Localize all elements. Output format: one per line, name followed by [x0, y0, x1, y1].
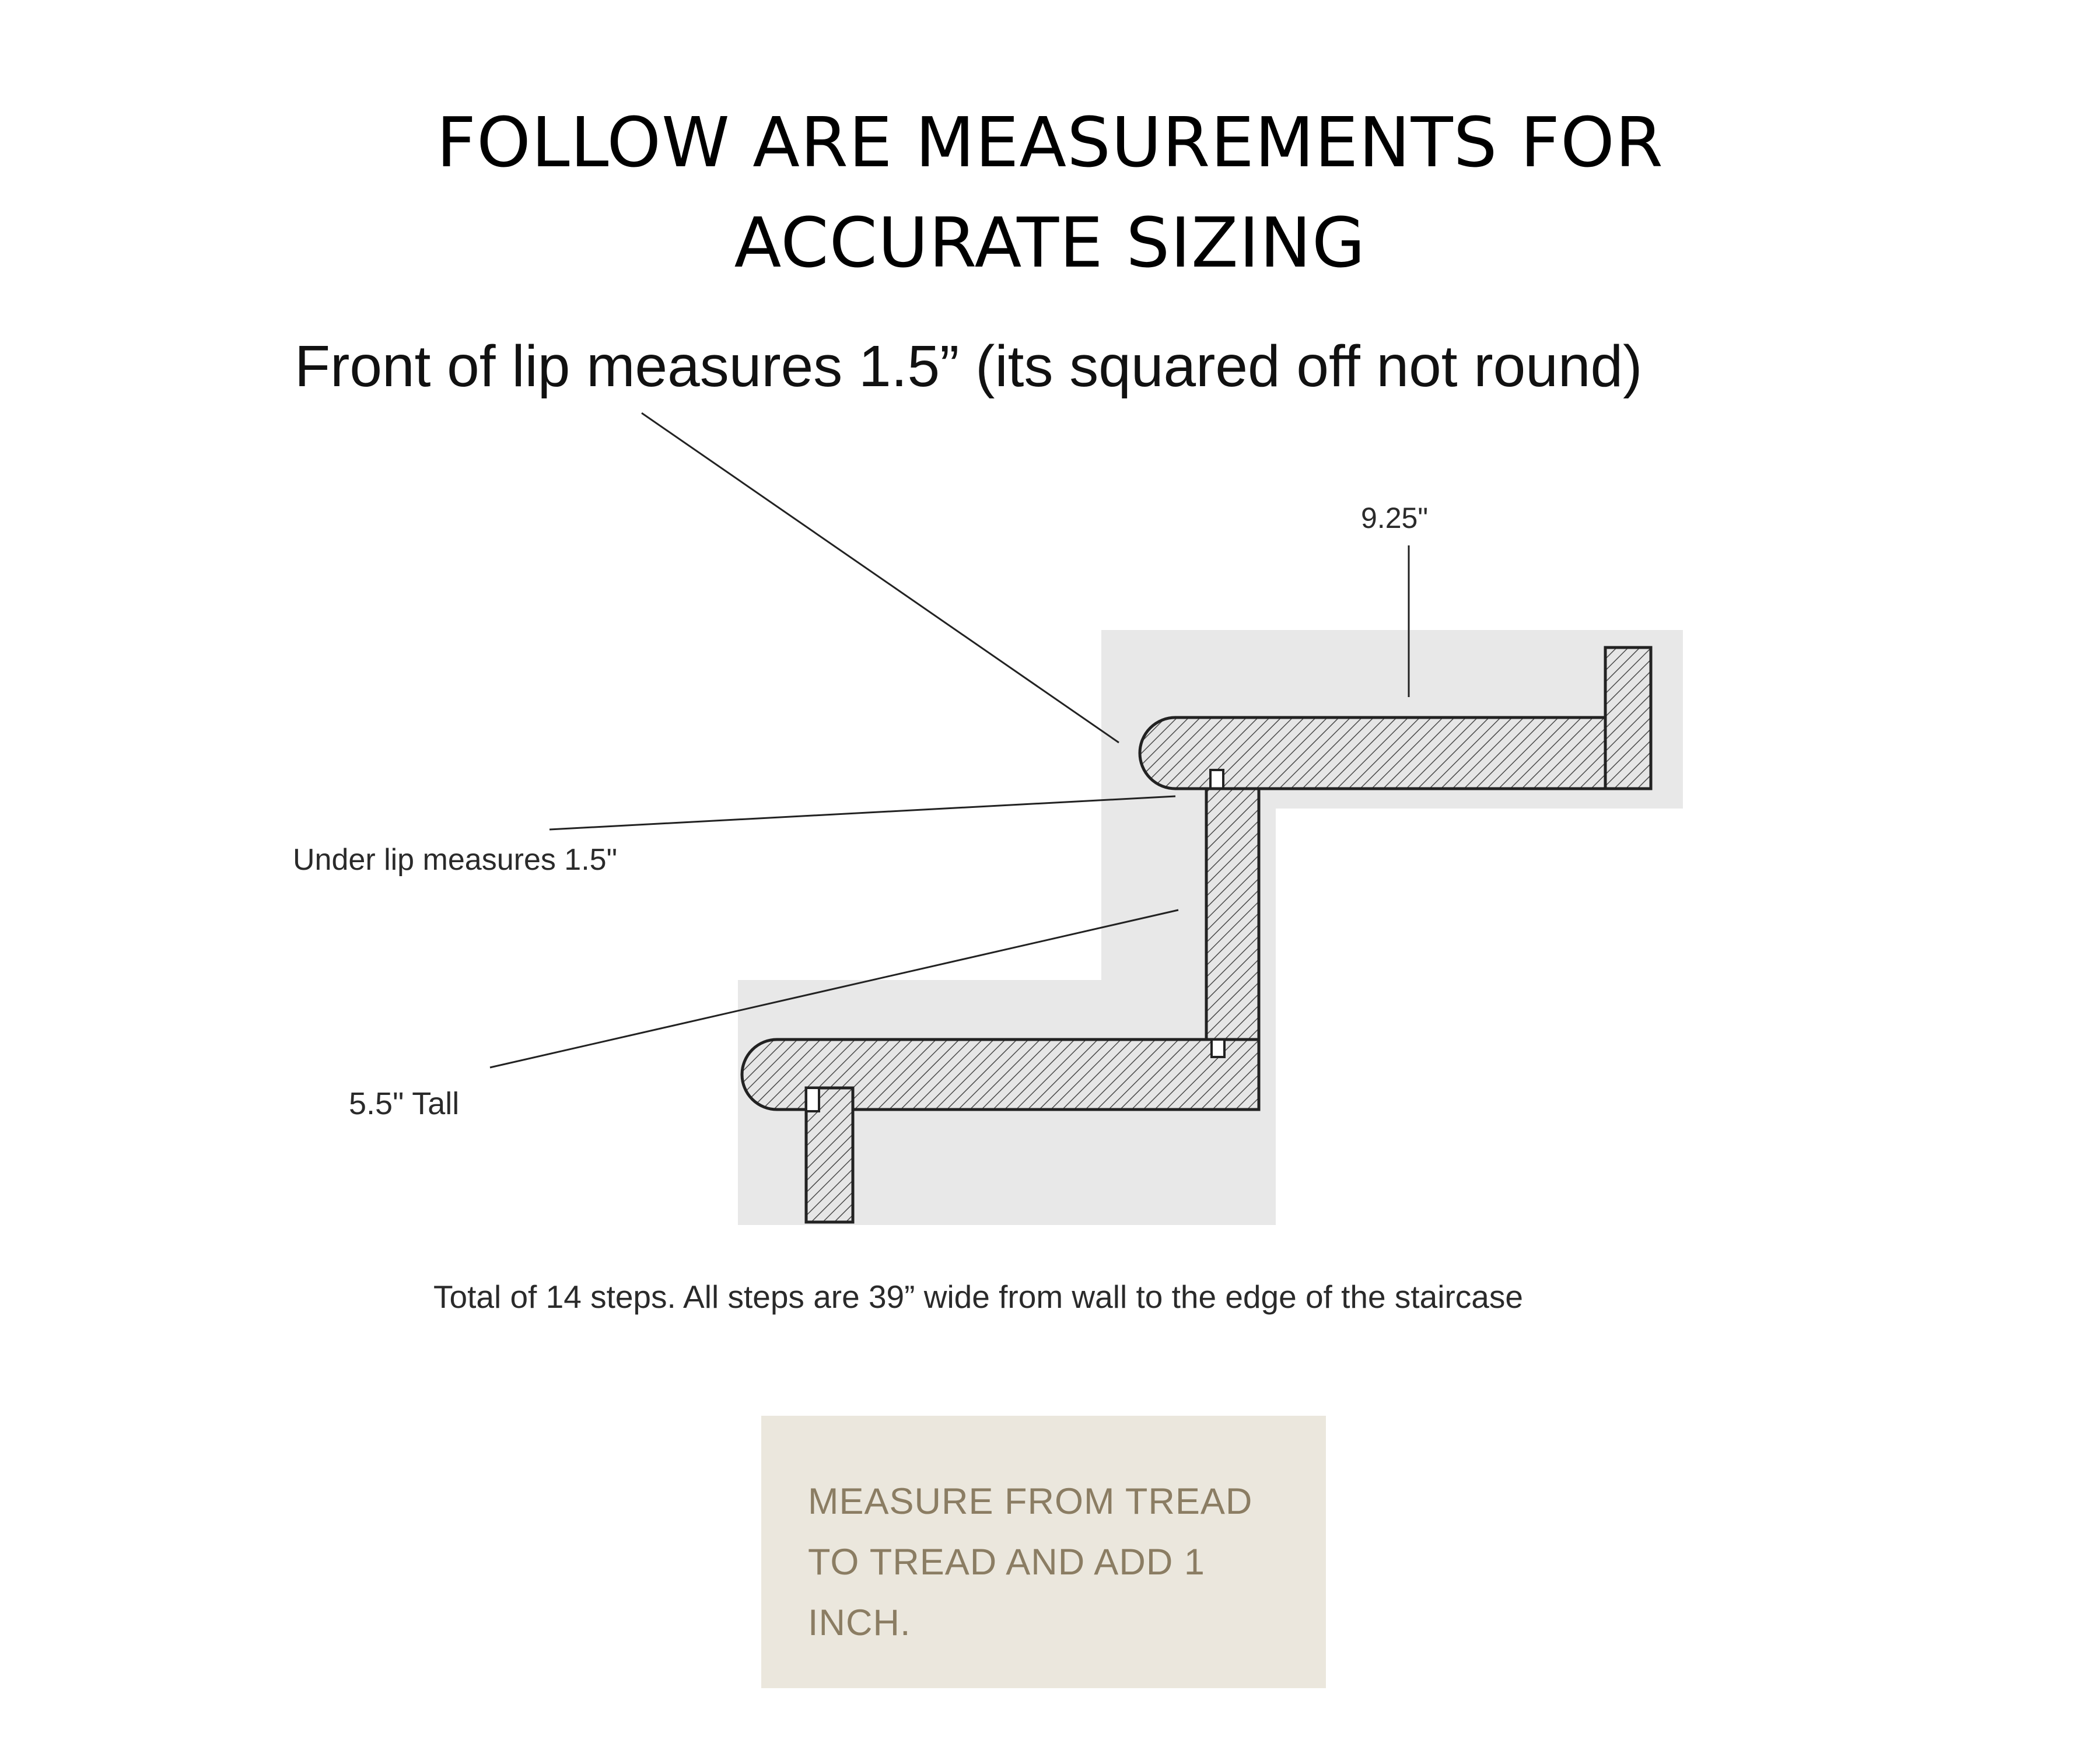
page-title-line-2: ACCURATE SIZING: [734, 202, 1366, 283]
under-lip-leader: [550, 796, 1175, 830]
total-steps-callout: Total of 14 steps. All steps are 39” wide from wall to the edge of the staircase: [433, 1279, 1523, 1315]
measurement-note-text: MEASURE FROM TREAD TO TREAD AND ADD 1 INCH.: [808, 1481, 1253, 1643]
under-lip-callout: Under lip measures 1.5": [293, 843, 618, 877]
front-lip-leader: [642, 413, 1119, 743]
front-lip-callout: Front of lip measures 1.5” (its squared off not round): [295, 334, 1643, 399]
upper-tread-notch: [1210, 770, 1223, 789]
measurement-note-box: [761, 1416, 1326, 1688]
riser-height-callout: 5.5" Tall: [349, 1086, 460, 1121]
upper-back-riser: [1605, 648, 1651, 789]
page-title-line-1: FOLLOW ARE MEASUREMENTS FOR: [436, 102, 1664, 183]
lower-riser-notch: [806, 1088, 819, 1111]
lower-tread-notch: [1212, 1040, 1224, 1057]
tread-depth-callout: 9.25": [1361, 502, 1429, 534]
